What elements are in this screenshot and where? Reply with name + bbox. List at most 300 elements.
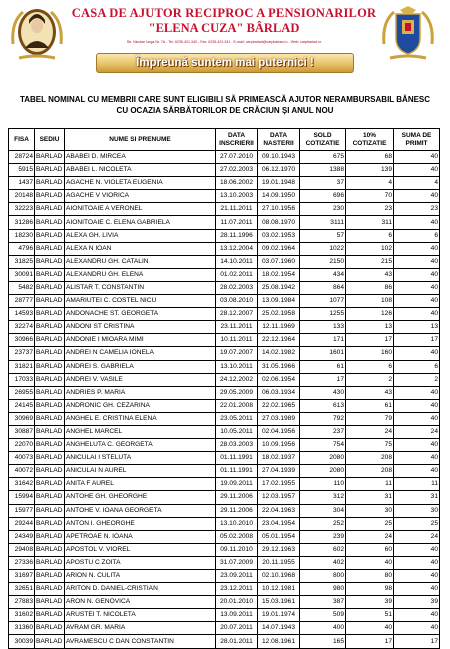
cell-birth-date: 12.11.1969 xyxy=(258,321,300,334)
col-header-contribution-balance: SOLD COTIZATIE xyxy=(300,129,346,151)
cell-registration-date: 27.02.2003 xyxy=(216,164,258,177)
cell-registration-date: 13.09.2011 xyxy=(216,609,258,622)
cell-name: AIONITOAIE A VERONEL xyxy=(65,203,216,216)
cell-ten-percent: 11 xyxy=(346,478,394,491)
cell-sediu: BARLAD xyxy=(35,530,65,543)
col-header-registration-date: DATA INSCRIERII xyxy=(216,129,258,151)
cell-ten-percent: 208 xyxy=(346,452,394,465)
table-row xyxy=(9,177,440,190)
cell-name: AVRAM GR. MARIA xyxy=(65,622,216,635)
table-row xyxy=(9,596,440,609)
cell-amount: 40 xyxy=(394,543,440,556)
cell-birth-date: 10.12.1981 xyxy=(258,583,300,596)
cell-sediu: BARLAD xyxy=(35,425,65,438)
cell-contribution-balance: 613 xyxy=(300,399,346,412)
cell-fisa: 20148 xyxy=(9,190,35,203)
cell-name: ANGHEL MARCEL xyxy=(65,425,216,438)
cell-birth-date: 05.01.1954 xyxy=(258,530,300,543)
cell-ten-percent: 39 xyxy=(346,596,394,609)
cell-amount: 40 xyxy=(394,452,440,465)
cell-amount: 40 xyxy=(394,295,440,308)
cell-sediu: BARLAD xyxy=(35,570,65,583)
cell-ten-percent: 6 xyxy=(346,360,394,373)
cell-registration-date: 23.09.2011 xyxy=(216,570,258,583)
col-header-fisa: FISA xyxy=(9,129,35,151)
cell-ten-percent: 17 xyxy=(346,635,394,648)
cell-fisa: 29244 xyxy=(9,517,35,530)
cell-sediu: BARLAD xyxy=(35,203,65,216)
cell-birth-date: 06.03.1934 xyxy=(258,386,300,399)
cell-ten-percent: 208 xyxy=(346,465,394,478)
cell-amount: 40 xyxy=(394,399,440,412)
cell-sediu: BARLAD xyxy=(35,177,65,190)
cell-fisa: 23737 xyxy=(9,347,35,360)
cell-sediu: BARLAD xyxy=(35,360,65,373)
cell-name: ANGHEL E. CRISTINA ELENA xyxy=(65,412,216,425)
cell-fisa: 31286 xyxy=(9,216,35,229)
cell-registration-date: 24.12.2002 xyxy=(216,373,258,386)
cell-ten-percent: 6 xyxy=(346,229,394,242)
table-row xyxy=(9,229,440,242)
cell-contribution-balance: 57 xyxy=(300,229,346,242)
cell-name: ABABEI L. NICOLETA xyxy=(65,164,216,177)
cell-registration-date: 20.01.2010 xyxy=(216,596,258,609)
table-row xyxy=(9,452,440,465)
cell-fisa: 1437 xyxy=(9,177,35,190)
cell-name: APOSTOL V. VIOREL xyxy=(65,543,216,556)
cell-sediu: BARLAD xyxy=(35,216,65,229)
cell-registration-date: 11.07.2011 xyxy=(216,216,258,229)
table-row xyxy=(9,308,440,321)
cell-name: ANDREI N CAMELIA IONELA xyxy=(65,347,216,360)
cell-fisa: 30969 xyxy=(9,412,35,425)
cell-ten-percent: 86 xyxy=(346,281,394,294)
cell-birth-date: 20.11.1955 xyxy=(258,556,300,569)
cell-ten-percent: 60 xyxy=(346,543,394,556)
cell-birth-date: 14.07.1943 xyxy=(258,622,300,635)
cell-registration-date: 13.10.2003 xyxy=(216,190,258,203)
cell-name: ARON N. GENOVICA xyxy=(65,596,216,609)
cell-birth-date: 18.02.1954 xyxy=(258,268,300,281)
col-header-sediu: SEDIU xyxy=(35,129,65,151)
cell-birth-date: 22.02.1965 xyxy=(258,399,300,412)
cell-sediu: BARLAD xyxy=(35,556,65,569)
cell-name: ARUSTEI T. NICOLETA xyxy=(65,609,216,622)
cell-birth-date: 12.03.1957 xyxy=(258,491,300,504)
cell-name: APOSTU C ZOITA xyxy=(65,556,216,569)
cell-name: ANICULAI I STELUTA xyxy=(65,452,216,465)
cell-birth-date: 19.01.1974 xyxy=(258,609,300,622)
cell-registration-date: 05.02.2008 xyxy=(216,530,258,543)
cell-sediu: BARLAD xyxy=(35,281,65,294)
cell-name: ANDRONIC GH. CEZARINA xyxy=(65,399,216,412)
cell-contribution-balance: 110 xyxy=(300,478,346,491)
col-header-name: NUME SI PRENUME xyxy=(65,129,216,151)
cell-registration-date: 13.12.2004 xyxy=(216,242,258,255)
cell-name: ANDONIE I MIOARA MIMI xyxy=(65,334,216,347)
cell-contribution-balance: 239 xyxy=(300,530,346,543)
cell-contribution-balance: 864 xyxy=(300,281,346,294)
cell-registration-date: 28.03.2003 xyxy=(216,439,258,452)
table-row xyxy=(9,412,440,425)
cell-birth-date: 06.12.1970 xyxy=(258,164,300,177)
cell-fisa: 30091 xyxy=(9,268,35,281)
cell-amount: 40 xyxy=(394,439,440,452)
table-header-row xyxy=(9,129,440,151)
table-body xyxy=(9,151,440,649)
association-name: CASA DE AJUTOR RECIPROC A PENSIONARILOR xyxy=(71,6,377,20)
cell-fisa: 31602 xyxy=(9,609,35,622)
cell-amount: 40 xyxy=(394,583,440,596)
cell-amount: 6 xyxy=(394,360,440,373)
cell-registration-date: 19.09.2011 xyxy=(216,478,258,491)
cell-name: ALISTAR T. CONSTANTIN xyxy=(65,281,216,294)
cell-registration-date: 28.02.2003 xyxy=(216,281,258,294)
cell-ten-percent: 215 xyxy=(346,255,394,268)
cell-birth-date: 02.10.1968 xyxy=(258,570,300,583)
cell-sediu: BARLAD xyxy=(35,399,65,412)
cell-fisa: 32651 xyxy=(9,583,35,596)
contact-address: Str. Nicolae Iorga Nr. 7A - Tel.:0235-421.340 - Fax: 0235-421.341 - E-mail: carpbarlad@carpbarlad.ro - Web: carpbarlad.ro xyxy=(126,40,322,44)
cell-name: ARION N. CULITA xyxy=(65,570,216,583)
cell-contribution-balance: 133 xyxy=(300,321,346,334)
cell-amount: 24 xyxy=(394,530,440,543)
cell-birth-date: 14.02.1982 xyxy=(258,347,300,360)
cell-fisa: 15994 xyxy=(9,491,35,504)
col-header-ten-percent: 10% COTIZATIE xyxy=(346,129,394,151)
cell-contribution-balance: 237 xyxy=(300,425,346,438)
table-row xyxy=(9,504,440,517)
cell-birth-date: 19.01.1948 xyxy=(258,177,300,190)
elena-cuza-portrait-emblem xyxy=(9,4,65,64)
table-row xyxy=(9,151,440,164)
cell-sediu: BARLAD xyxy=(35,517,65,530)
cell-fisa: 14593 xyxy=(9,308,35,321)
cell-birth-date: 10.09.1956 xyxy=(258,439,300,452)
cell-amount: 6 xyxy=(394,229,440,242)
table-row xyxy=(9,635,440,648)
cell-contribution-balance: 1255 xyxy=(300,308,346,321)
table-row xyxy=(9,491,440,504)
cell-contribution-balance: 1388 xyxy=(300,164,346,177)
cell-sediu: BARLAD xyxy=(35,255,65,268)
cell-name: ANGHELUTA C. GEORGETA xyxy=(65,439,216,452)
coat-of-arms-emblem xyxy=(380,4,436,64)
cell-name: AMARIUTEI C. COSTEL NICU xyxy=(65,295,216,308)
cell-name: ANTON I. GHEORGHE xyxy=(65,517,216,530)
cell-registration-date: 22.01.2008 xyxy=(216,399,258,412)
cell-registration-date: 10.05.2011 xyxy=(216,425,258,438)
cell-birth-date: 31.05.1966 xyxy=(258,360,300,373)
cell-birth-date: 03.02.1953 xyxy=(258,229,300,242)
cell-birth-date: 03.07.1960 xyxy=(258,255,300,268)
cell-name: ANITA F AUREL xyxy=(65,478,216,491)
cell-ten-percent: 108 xyxy=(346,295,394,308)
cell-ten-percent: 80 xyxy=(346,570,394,583)
cell-contribution-balance: 509 xyxy=(300,609,346,622)
table-row xyxy=(9,242,440,255)
cell-ten-percent: 139 xyxy=(346,164,394,177)
cell-name: ALEXA GH. LIVIA xyxy=(65,229,216,242)
cell-registration-date: 01.11.1991 xyxy=(216,465,258,478)
cell-fisa: 32274 xyxy=(9,321,35,334)
cell-contribution-balance: 434 xyxy=(300,268,346,281)
motto-banner: Împreună suntem mai puternici ! xyxy=(96,53,354,73)
cell-registration-date: 27.07.2010 xyxy=(216,151,258,164)
cell-contribution-balance: 2080 xyxy=(300,465,346,478)
cell-sediu: BARLAD xyxy=(35,622,65,635)
cell-fisa: 30039 xyxy=(9,635,35,648)
cell-ten-percent: 4 xyxy=(346,177,394,190)
cell-fisa: 27336 xyxy=(9,556,35,569)
table-row xyxy=(9,425,440,438)
cell-birth-date: 15.03.1961 xyxy=(258,596,300,609)
table-row xyxy=(9,622,440,635)
table-row xyxy=(9,295,440,308)
cell-contribution-balance: 675 xyxy=(300,151,346,164)
cell-ten-percent: 40 xyxy=(346,556,394,569)
cell-ten-percent: 43 xyxy=(346,386,394,399)
cell-sediu: BARLAD xyxy=(35,164,65,177)
cell-amount: 40 xyxy=(394,164,440,177)
cell-birth-date: 09.02.1964 xyxy=(258,242,300,255)
cell-ten-percent: 24 xyxy=(346,425,394,438)
cell-contribution-balance: 387 xyxy=(300,596,346,609)
cell-sediu: BARLAD xyxy=(35,609,65,622)
cell-name: ANTOHE V. IOANA GEORGETA xyxy=(65,504,216,517)
cell-contribution-balance: 2080 xyxy=(300,452,346,465)
cell-name: AGACHE V VIORICA xyxy=(65,190,216,203)
cell-contribution-balance: 17 xyxy=(300,373,346,386)
table-row xyxy=(9,556,440,569)
cell-fisa: 31825 xyxy=(9,255,35,268)
cell-fisa: 30887 xyxy=(9,425,35,438)
cell-sediu: BARLAD xyxy=(35,543,65,556)
cell-ten-percent: 2 xyxy=(346,373,394,386)
cell-ten-percent: 70 xyxy=(346,190,394,203)
cell-registration-date: 01.02.2011 xyxy=(216,268,258,281)
cell-name: AGACHE N. VIOLETA EUGENIA xyxy=(65,177,216,190)
table-row xyxy=(9,334,440,347)
cell-contribution-balance: 696 xyxy=(300,190,346,203)
cell-fisa: 26955 xyxy=(9,386,35,399)
cell-sediu: BARLAD xyxy=(35,308,65,321)
cell-name: ABABEI D. MIRCEA xyxy=(65,151,216,164)
table-row xyxy=(9,347,440,360)
cell-registration-date: 31.07.2009 xyxy=(216,556,258,569)
cell-amount: 40 xyxy=(394,386,440,399)
cell-amount: 39 xyxy=(394,596,440,609)
cell-birth-date: 22.12.1964 xyxy=(258,334,300,347)
cell-sediu: BARLAD xyxy=(35,635,65,648)
cell-birth-date: 02.06.1954 xyxy=(258,373,300,386)
table-row xyxy=(9,373,440,386)
table-row xyxy=(9,360,440,373)
cell-birth-date: 23.04.1954 xyxy=(258,517,300,530)
cell-contribution-balance: 37 xyxy=(300,177,346,190)
cell-name: APETROAE N. IOANA xyxy=(65,530,216,543)
cell-sediu: BARLAD xyxy=(35,583,65,596)
cell-ten-percent: 23 xyxy=(346,203,394,216)
table-row xyxy=(9,478,440,491)
cell-birth-date: 22.04.1963 xyxy=(258,504,300,517)
cell-name: ANDREI V. VASILE xyxy=(65,373,216,386)
col-header-birth-date: DATA NASTERII xyxy=(258,129,300,151)
cell-amount: 40 xyxy=(394,412,440,425)
cell-ten-percent: 102 xyxy=(346,242,394,255)
cell-fisa: 5482 xyxy=(9,281,35,294)
cell-contribution-balance: 252 xyxy=(300,517,346,530)
cell-contribution-balance: 304 xyxy=(300,504,346,517)
cell-amount: 17 xyxy=(394,635,440,648)
cell-fisa: 28777 xyxy=(9,295,35,308)
cell-sediu: BARLAD xyxy=(35,242,65,255)
cell-fisa: 22070 xyxy=(9,439,35,452)
cell-registration-date: 20.07.2011 xyxy=(216,622,258,635)
table-row xyxy=(9,386,440,399)
cell-ten-percent: 311 xyxy=(346,216,394,229)
cell-ten-percent: 25 xyxy=(346,517,394,530)
table-row xyxy=(9,543,440,556)
table-row xyxy=(9,530,440,543)
cell-fisa: 17033 xyxy=(9,373,35,386)
cell-name: ARITON D. DANIEL-CRISTIAN xyxy=(65,583,216,596)
table-row xyxy=(9,517,440,530)
cell-ten-percent: 24 xyxy=(346,530,394,543)
cell-amount: 30 xyxy=(394,504,440,517)
cell-ten-percent: 17 xyxy=(346,334,394,347)
cell-ten-percent: 126 xyxy=(346,308,394,321)
cell-sediu: BARLAD xyxy=(35,151,65,164)
cell-ten-percent: 79 xyxy=(346,412,394,425)
cell-birth-date: 18.02.1937 xyxy=(258,452,300,465)
table-row xyxy=(9,255,440,268)
cell-registration-date: 09.11.2010 xyxy=(216,543,258,556)
cell-ten-percent: 31 xyxy=(346,491,394,504)
cell-sediu: BARLAD xyxy=(35,452,65,465)
cell-amount: 40 xyxy=(394,216,440,229)
cell-ten-percent: 43 xyxy=(346,268,394,281)
cell-amount: 40 xyxy=(394,622,440,635)
cell-registration-date: 23.05.2011 xyxy=(216,412,258,425)
cell-birth-date: 14.09.1950 xyxy=(258,190,300,203)
cell-amount: 2 xyxy=(394,373,440,386)
table-row xyxy=(9,216,440,229)
cell-birth-date: 27.03.1989 xyxy=(258,412,300,425)
cell-registration-date: 23.12.2011 xyxy=(216,583,258,596)
cell-amount: 11 xyxy=(394,478,440,491)
cell-sediu: BARLAD xyxy=(35,229,65,242)
cell-amount: 31 xyxy=(394,491,440,504)
cell-amount: 40 xyxy=(394,268,440,281)
cell-registration-date: 29.11.2006 xyxy=(216,504,258,517)
cell-registration-date: 29.05.2009 xyxy=(216,386,258,399)
cell-contribution-balance: 400 xyxy=(300,622,346,635)
cell-birth-date: 12.08.1961 xyxy=(258,635,300,648)
cell-fisa: 28724 xyxy=(9,151,35,164)
cell-ten-percent: 61 xyxy=(346,399,394,412)
cell-contribution-balance: 61 xyxy=(300,360,346,373)
cell-birth-date: 02.04.1956 xyxy=(258,425,300,438)
cell-contribution-balance: 792 xyxy=(300,412,346,425)
cell-registration-date: 14.10.2011 xyxy=(216,255,258,268)
cell-amount: 40 xyxy=(394,255,440,268)
table-row xyxy=(9,439,440,452)
cell-amount: 13 xyxy=(394,321,440,334)
document-title-line2: CU OCAZIA SĂRBĂTORILOR DE CRĂCIUN ȘI ANUL NOU xyxy=(116,106,334,115)
cell-ten-percent: 75 xyxy=(346,439,394,452)
cell-ten-percent: 98 xyxy=(346,583,394,596)
cell-name: ALEXA N IOAN xyxy=(65,242,216,255)
cell-name: ANDRIES P. MARIA xyxy=(65,386,216,399)
cell-amount: 24 xyxy=(394,425,440,438)
cell-ten-percent: 68 xyxy=(346,151,394,164)
cell-contribution-balance: 1077 xyxy=(300,295,346,308)
cell-fisa: 24145 xyxy=(9,399,35,412)
cell-birth-date: 25.02.1958 xyxy=(258,308,300,321)
cell-amount: 40 xyxy=(394,570,440,583)
table-row xyxy=(9,203,440,216)
cell-fisa: 24349 xyxy=(9,530,35,543)
cell-contribution-balance: 230 xyxy=(300,203,346,216)
cell-name: ANTOHE GH. GHEORGHE xyxy=(65,491,216,504)
cell-fisa: 32223 xyxy=(9,203,35,216)
cell-fisa: 5915 xyxy=(9,164,35,177)
cell-contribution-balance: 165 xyxy=(300,635,346,648)
cell-sediu: BARLAD xyxy=(35,491,65,504)
table-row xyxy=(9,190,440,203)
table-row xyxy=(9,281,440,294)
cell-sediu: BARLAD xyxy=(35,386,65,399)
cell-birth-date: 29.12.1963 xyxy=(258,543,300,556)
cell-registration-date: 21.11.2011 xyxy=(216,203,258,216)
cell-birth-date: 17.02.1955 xyxy=(258,478,300,491)
letterhead xyxy=(0,0,450,82)
members-table xyxy=(8,128,440,649)
cell-fisa: 15977 xyxy=(9,504,35,517)
cell-amount: 25 xyxy=(394,517,440,530)
cell-birth-date: 08.08.1970 xyxy=(258,216,300,229)
cell-birth-date: 27.04.1939 xyxy=(258,465,300,478)
cell-sediu: BARLAD xyxy=(35,465,65,478)
cell-contribution-balance: 430 xyxy=(300,386,346,399)
cell-registration-date: 29.11.2006 xyxy=(216,491,258,504)
cell-contribution-balance: 402 xyxy=(300,556,346,569)
cell-ten-percent: 13 xyxy=(346,321,394,334)
cell-birth-date: 25.08.1942 xyxy=(258,281,300,294)
cell-sediu: BARLAD xyxy=(35,268,65,281)
cell-registration-date: 10.11.2011 xyxy=(216,334,258,347)
cell-name: ANDREI S. GABRIELA xyxy=(65,360,216,373)
cell-registration-date: 28.01.2011 xyxy=(216,635,258,648)
cell-fisa: 29408 xyxy=(9,543,35,556)
cell-sediu: BARLAD xyxy=(35,373,65,386)
cell-contribution-balance: 800 xyxy=(300,570,346,583)
cell-fisa: 40073 xyxy=(9,452,35,465)
cell-sediu: BARLAD xyxy=(35,347,65,360)
cell-fisa: 30966 xyxy=(9,334,35,347)
cell-contribution-balance: 980 xyxy=(300,583,346,596)
cell-fisa: 31360 xyxy=(9,622,35,635)
table-row xyxy=(9,268,440,281)
cell-amount: 23 xyxy=(394,203,440,216)
col-header-amount: SUMA DE PRIMIT xyxy=(394,129,440,151)
cell-amount: 40 xyxy=(394,242,440,255)
cell-amount: 40 xyxy=(394,308,440,321)
cell-birth-date: 27.10.1956 xyxy=(258,203,300,216)
cell-ten-percent: 30 xyxy=(346,504,394,517)
cell-fisa: 40072 xyxy=(9,465,35,478)
